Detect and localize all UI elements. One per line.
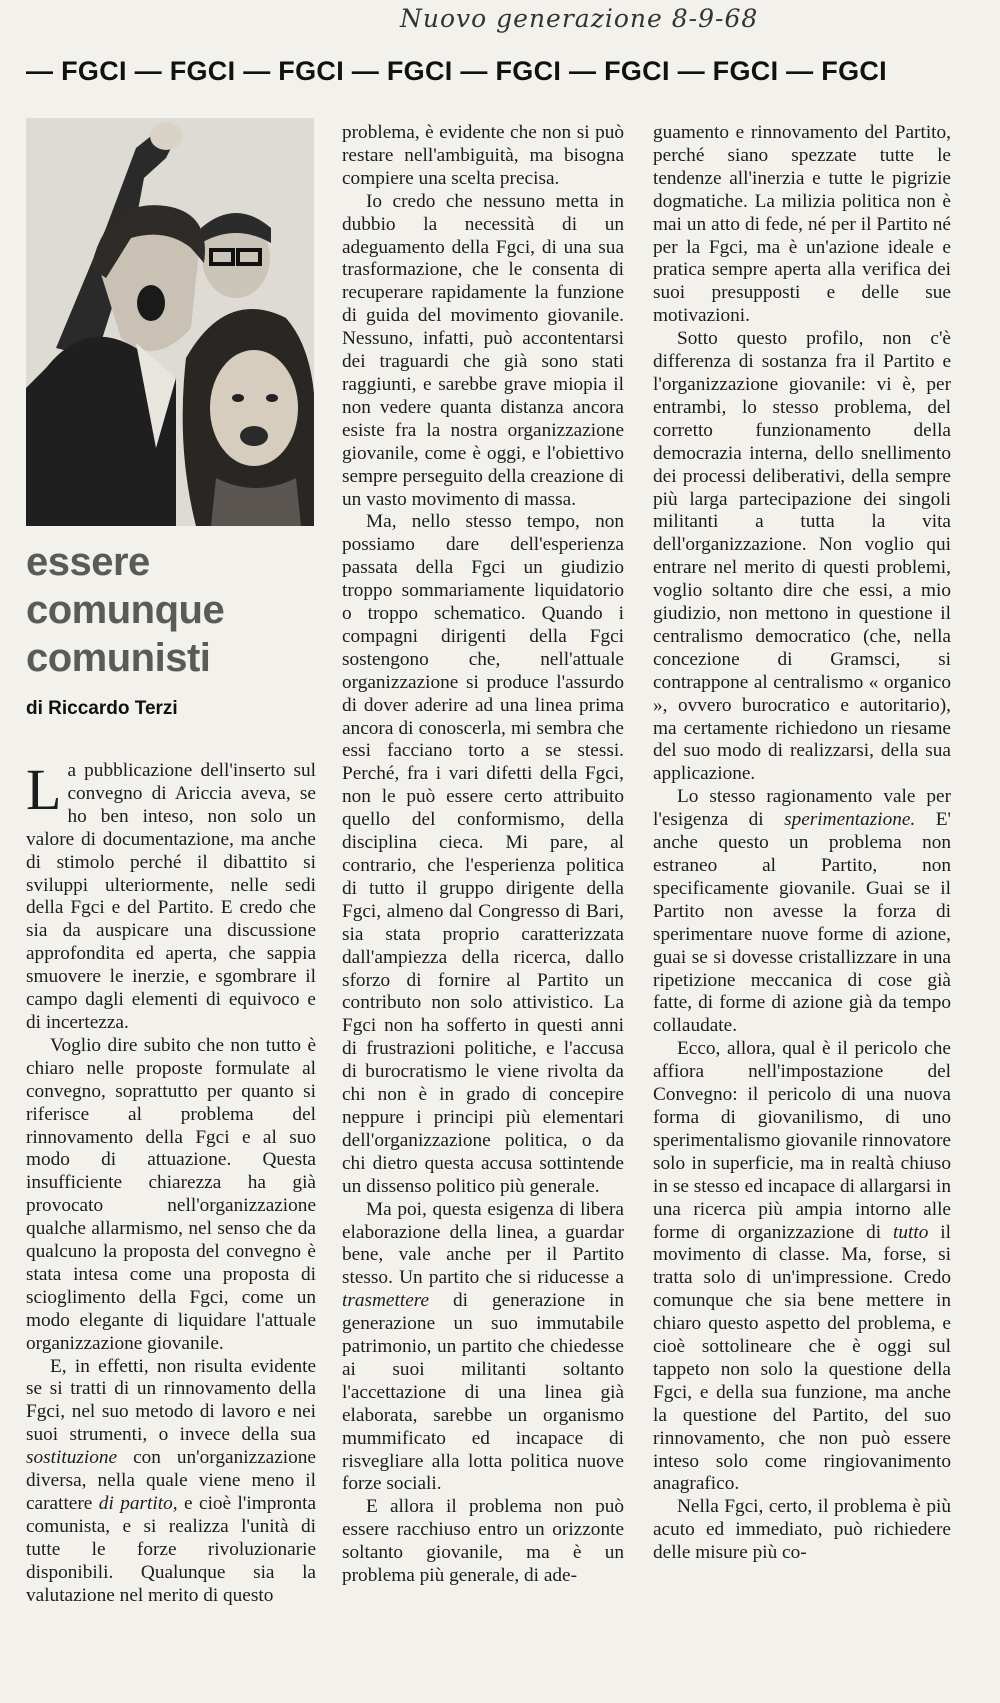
paragraph: Ma poi, questa esigenza di libera elaborazione della linea, a guardar bene, vale anche per il Partito stesso. Un partito che si riducesse a trasmettere di generazione in generazione un suo immutabile patrimonio, un partito che chiedesse ai suoi militanti soltanto l'accettazione di una linea già elaborata, sarebbe un organismo mummificato ed incapace di risvegliare alla lotta politica nuove forze sociali. [342,1198,624,1495]
article-column-2 [342,122,624,1588]
title-line-1: essere [26,540,150,584]
drop-cap: L [26,757,62,822]
protest-photo [26,118,314,526]
paragraph: problema, è evidente che non si può restare nell'ambiguità, ma bisogna compiere una scelta precisa. [342,122,624,189]
byline: di Riccardo Terzi [26,698,178,719]
masthead: — FGCI — FGCI — FGCI — FGCI — FGCI — FGCI — FGCI — FGCI [26,56,887,86]
article-column-3 [653,122,951,1565]
paragraph: guamento e rinnovamento del Partito, perché siano spezzate tutte le tendenze all'inerzia e tutte le pigrizie dogmatiche. La milizia politica non è mai un atto di fede, né per il Partito né per la Fgci, ma è un'azione ideale e pratica sempre aperta alla verifica dei suoi presupposti e delle sue motivazioni. [653,122,951,327]
paragraph: Nella Fgci, certo, il problema è più acuto ed immediato, può richiedere delle misure più co- [653,1496,951,1564]
handwritten-note: Nuovo generazione 8-9-68 [400,4,759,33]
paragraph: La pubblicazione dell'inserto sul convegno di Ariccia aveva, se ho ben inteso, non solo un valore di documentazione, ma anche di stimolo perché il dibattito si sviluppi ulteriormente, nelle sedi della Fgci e del Partito. E credo che sia da auspicare una discussione approfondita ed aperta, che sappia smuovere le inerzie, e sgombrare il campo dagli elementi di equivoco e di incertezza. [26,757,316,1033]
title-line-3: comunisti [26,636,211,680]
paragraph: Sotto questo profilo, non c'è differenza di sostanza fra il Partito e l'organizzazione giovanile: vi è, per entrambi, lo stesso problema, del corretto funzionamento della democrazia interna, dello snellimento dei processi deliberativi, della sempre più larga partecipazione dei singoli militanti a tutta la vita dell'organizzazione. Non voglio qui entrare nel merito di questi problemi, voglio soltanto dire che essi, a mio giudizio, non mettono in questione il centralismo democratico (che, nella concezione di Gramsci, si contrappone al centralismo « organico », ovvero burocratico e autoritario), ma certamente richiedono un riesame del suo modo di realizzarsi, della sua applicazione. [653,328,951,785]
article-column-1 [26,757,317,1608]
paragraph: Io credo che nessuno metta in dubbio la necessità di un adeguamento della Fgci, di una sua trasformazione, che le consenta di recuperare rapidamente la funzione di guida del movimento giovanile. Nessuno, infatti, può accontentarsi dei traguardi che già sono stati raggiunti, e sarebbe grave miopia il non vedere quanta distanza ancora esiste fra la nostra organizzazione giovanile, come è oggi, e l'obiettivo sempre perseguito della creazione di un vasto movimento di massa. [342,190,624,510]
paragraph: E allora il problema non può essere racchiuso entro un orizzonte soltanto giovanile, ma è un problema più generale, di ade- [342,1496,624,1587]
paragraph: Voglio dire subito che non tutto è chiaro nelle proposte formulate al convegno, soprattutto per quanto si riferisce al problema del rinnovamento della Fgci e al suo modo di attuazione. Questa insufficiente chiarezza ha già provocato nell'organizzazione qualche allarmismo, nel senso che da qualcuno la proposta del convegno è stata intesa come una proposta di scioglimento della Fgci, come un modo elegante di liquidare l'attuale organizzazione giovanile. [26,1034,316,1354]
article-title [26,538,314,682]
paragraph: E, in effetti, non risulta evidente se si tratti di un rinnovamento della Fgci, nel suo metodo di lavoro e nei suoi strumenti, o invece della sua sostituzione con un'organizzazione diversa, nella quale viene meno il carattere di partito, e cioè l'impronta comunista, e si realizza l'unità di tutte le forze rivoluzionarie disponibili. Qualunque sia la valutazione nel merito di questo [26,1355,317,1606]
paragraph: Lo stesso ragionamento vale per l'esigenza di sperimentazione. E' anche questo un problema non estraneo al Partito, non specificamente giovanile. Guai se il Partito non avesse la forza di sperimentare nuove forme di azione, guai se si dovesse cristallizzare in una ripetizione meccanica di cose già fatte, di forme di azione già da tempo collaudate. [653,786,951,1037]
paragraph: Ma, nello stesso tempo, non possiamo dare dell'esperienza passata della Fgci un giudizio troppo sommariamente liquidatorio o troppo schematico. Quando i compagni dirigenti della Fgci sostengono che, nell'attuale organizzazione si produce l'assurdo di dover aderire ad una linea prima ancora di conoscerla, mi sembra che essi facciano torto a se stessi. Perché, fra i vari difetti della Fgci, non le può essere certo attribuito quello del conformismo, della disciplina cieca. Mi pare, al contrario, che l'esperienza politica di tutto il gruppo dirigente della Fgci, almeno dal Congresso di Bari, sia stata proprio caratterizzata dall'ampiezza della ricerca, dallo sforzo di fornire al Partito un contributo non solo attivistico. La Fgci non ha sofferto in questi anni di frustrazioni politiche, e l'accusa di burocratismo le viene rivolta da chi non è in grado di concepire neppure i principi più elementari dell'organizzazione politica, o da chi dietro questa accusa sottintende un dissenso politico più generale. [342,511,624,1197]
title-line-2: comunque [26,588,225,632]
paragraph: Ecco, allora, qual è il pericolo che affiora nell'impostazione del Convegno: il pericolo di una nuova forma di giovanilismo, di uno sperimentalismo giovanile rinnovatore solo in superficie, ma in realtà chiuso in se stesso ed incapace di allargarsi in una ricerca più ampia intorno alle forme di organizzazione di tutto il movimento di classe. Ma, forse, si tratta solo di un'impressione. Credo comunque che sia bene mettere in chiaro questo aspetto del problema, e cioè sottolineare che è oggi sul tappeto non solo la questione della Fgci, e della sua funzione, ma anche la questione del Partito, del suo rinnovamento, che non può essere inteso solo come ringiovanimento anagrafico. [653,1038,951,1495]
